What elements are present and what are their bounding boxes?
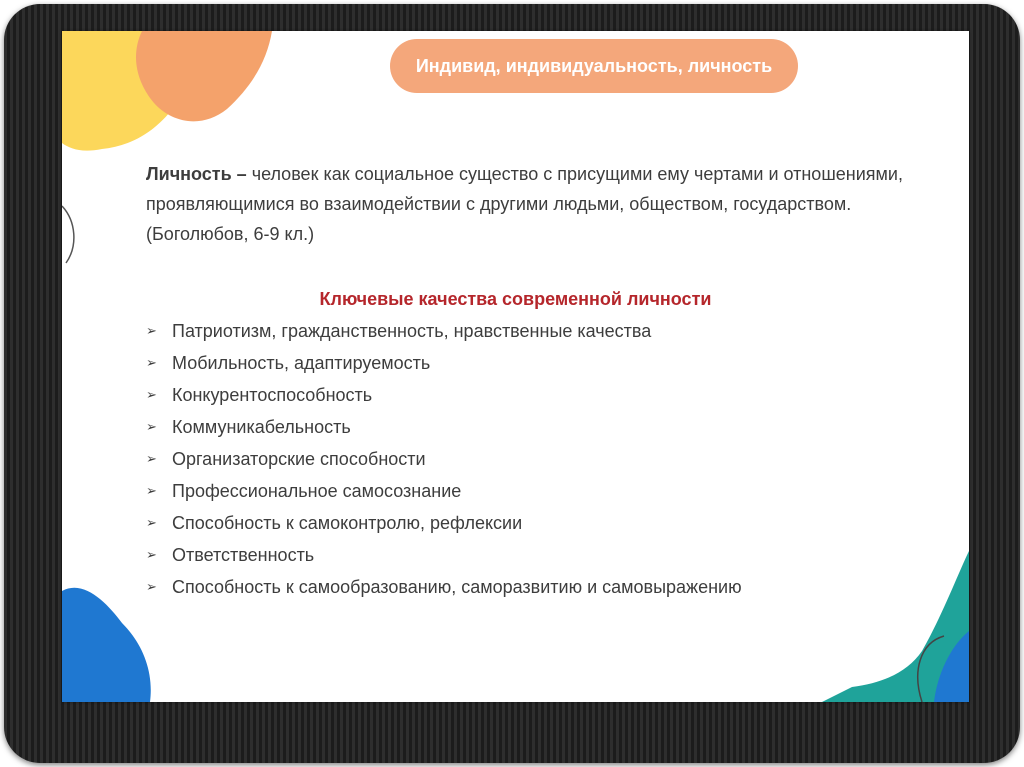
arrow-bullet-icon: ➢ [146, 579, 157, 594]
definition-paragraph [146, 159, 936, 249]
arrow-bullet-icon: ➢ [146, 451, 157, 466]
definition-text: человек как социальное существо с присущими ему чертами и отношениями, проявляющимися во взаимодействии с другими людьми, обществом, государством. (Боголюбов, 6-9 кл.) [146, 164, 903, 244]
list-item-text: Мобильность, адаптируемость [172, 352, 431, 373]
arrow-bullet-icon: ➢ [146, 483, 157, 498]
qualities-heading: Ключевые качества современной личности [319, 289, 712, 309]
list-item-text: Конкурентоспособность [172, 384, 373, 405]
list-item [146, 539, 742, 571]
list-item [146, 571, 742, 603]
definition-dash: – [231, 164, 252, 184]
presentation-frame [4, 4, 1020, 763]
list-item-text: Ответственность [172, 544, 315, 565]
slide-title: Индивид, индивидуальность, личность [415, 55, 773, 76]
list-item-text: Способность к самоконтролю, рефлексии [172, 512, 523, 533]
slide [62, 31, 969, 702]
list-item-text: Организаторские способности [172, 448, 426, 469]
list-item-text: Способность к самообразованию, саморазвитию и самовыражению [172, 576, 742, 597]
arrow-bullet-icon: ➢ [146, 419, 157, 434]
list-item [146, 347, 742, 379]
arrow-bullet-icon: ➢ [146, 515, 157, 530]
arrow-bullet-icon: ➢ [146, 387, 157, 402]
list-item [146, 315, 742, 347]
list-item-text: Патриотизм, гражданственность, нравственные качества [172, 320, 652, 341]
arrow-bullet-icon: ➢ [146, 323, 157, 338]
list-item-text: Профессиональное самосознание [172, 480, 462, 501]
list-item [146, 443, 742, 475]
list-item [146, 411, 742, 443]
arrow-bullet-icon: ➢ [146, 355, 157, 370]
list-item-text: Коммуникабельность [172, 416, 351, 437]
list-item [146, 475, 742, 507]
definition-term: Личность [146, 164, 232, 184]
list-item [146, 507, 742, 539]
blue-blob [62, 588, 151, 702]
qualities-list [146, 315, 742, 603]
outline-curve-left [62, 206, 74, 263]
arrow-bullet-icon: ➢ [146, 547, 157, 562]
title-banner [390, 39, 798, 93]
list-item [146, 379, 742, 411]
